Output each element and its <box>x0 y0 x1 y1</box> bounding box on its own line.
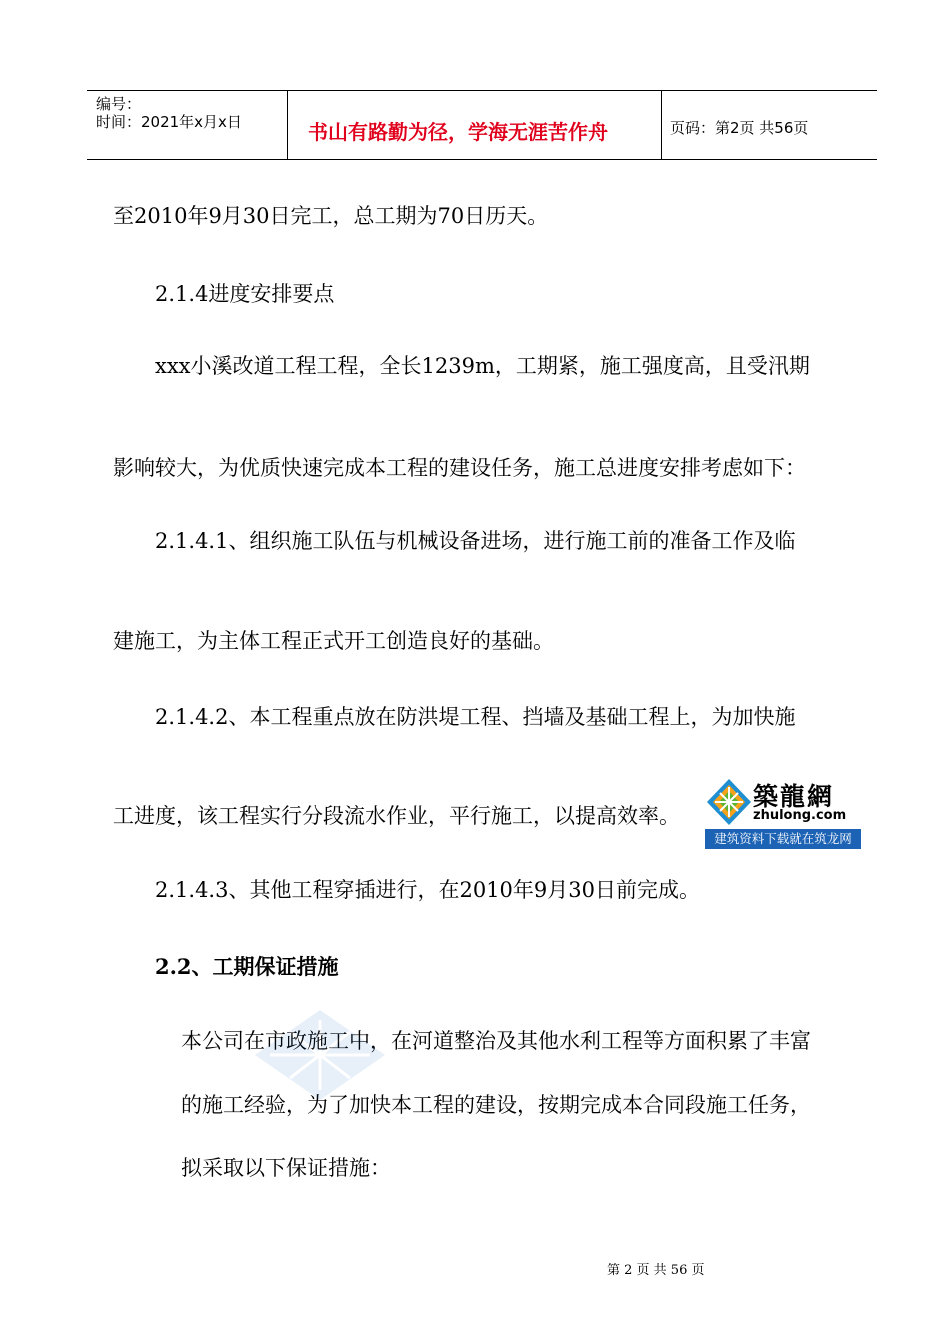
time-label: 时间：2021年x月x日 <box>96 113 242 131</box>
page-header <box>87 90 877 160</box>
header-page-cell <box>662 91 877 159</box>
section-heading: 2.1.4进度安排要点 <box>155 282 335 306</box>
body-line: 至2010年9月30日完工，总工期为70日历天。 <box>113 204 549 228</box>
body-line: 2.1.4.2、本工程重点放在防洪堤工程、挡墙及基础工程上，为加快施 <box>155 705 796 729</box>
body-line: 的施工经验，为了加快本工程的建设，按期完成本合同段施工任务， <box>181 1093 811 1117</box>
watermark-icon <box>255 1010 385 1100</box>
header-motto-cell <box>288 91 662 159</box>
section-heading-bold: 2.2、工期保证措施 <box>155 954 339 979</box>
zhulong-logo <box>705 773 861 849</box>
logo-slogan: 建筑资料下载就在筑龙网 <box>705 829 861 849</box>
body-line: 建施工，为主体工程正式开工创造良好的基础。 <box>113 629 554 653</box>
logo-url: zhulong.com <box>753 808 847 823</box>
body-line: 拟采取以下保证措施： <box>181 1156 391 1180</box>
page-footer: 第 2 页 共 56 页 <box>607 1263 705 1278</box>
body-line: 本公司在市政施工中，在河道整治及其他水利工程等方面积累了丰富 <box>181 1029 811 1053</box>
body-line: xxx小溪改道工程工程，全长1239m，工期紧，施工强度高，且受汛期 <box>155 354 810 378</box>
motto-text: 书山有路勤为径，学海无涯苦作舟 <box>308 120 608 144</box>
body-line: 工进度，该工程实行分段流水作业，平行施工，以提高效率。 <box>113 804 680 828</box>
page-label: 页码：第2页 共56页 <box>670 119 809 137</box>
number-label: 编号： <box>96 95 142 113</box>
body-line: 2.1.4.3、其他工程穿插进行，在2010年9月30日前完成。 <box>155 878 700 902</box>
body-line: 影响较大，为优质快速完成本工程的建设任务，施工总进度安排考虑如下： <box>113 456 806 480</box>
body-line: 2.1.4.1、组织施工队伍与机械设备进场，进行施工前的准备工作及临 <box>155 529 796 553</box>
header-info-cell <box>87 91 288 159</box>
logo-name: 築龍網 <box>753 782 835 811</box>
snowflake-logo-icon <box>707 779 751 825</box>
